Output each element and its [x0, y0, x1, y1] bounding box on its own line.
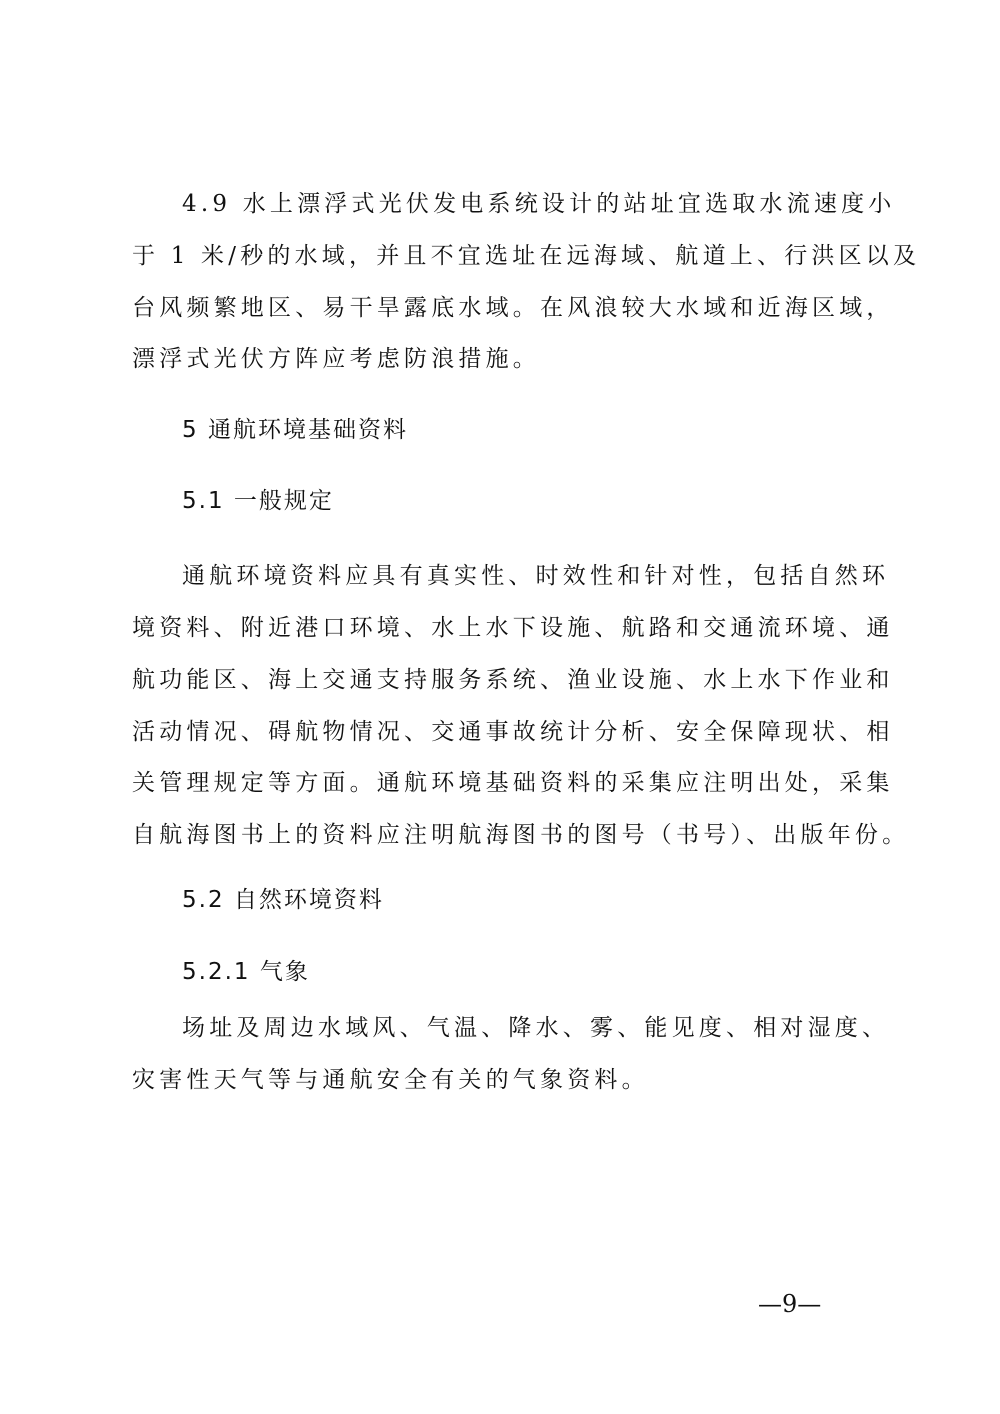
section-5-2-1-heading: 5.2.1 气象 [182, 959, 310, 985]
section-5-1-line-3: 航功能区、海上交通支持服务系统、渔业设施、水上水下作业和 [132, 667, 894, 693]
section-4-9-line-3: 台风频繁地区、易干旱露底水域。在风浪较大水域和近海区域， [132, 295, 894, 321]
section-5-1-line-6: 自航海图书上的资料应注明航海图书的图号（书号）、出版年份。 [132, 822, 910, 848]
section-5-2-1-line-2: 灾害性天气等与通航安全有关的气象资料。 [132, 1067, 649, 1093]
section-5-2-heading: 5.2 自然环境资料 [182, 887, 384, 913]
section-5-2-1-line-1: 场址及周边水域风、气温、降水、雾、能见度、相对湿度、 [182, 1015, 890, 1041]
section-5-1-line-1: 通航环境资料应具有真实性、时效性和针对性，包括自然环 [182, 563, 890, 589]
section-5-heading: 5 通航环境基础资料 [182, 417, 408, 443]
section-4-9-line-1: 4.9 水上漂浮式光伏发电系统设计的站址宜选取水流速度小 [182, 191, 896, 217]
page-number: —9— [758, 1290, 822, 1318]
section-4-9-line-2: 于 1 米/秒的水域，并且不宜选址在远海域、航道上、行洪区以及 [132, 243, 921, 269]
section-5-1-line-4: 活动情况、碍航物情况、交通事故统计分析、安全保障现状、相 [132, 719, 894, 745]
section-5-1-heading: 5.1 一般规定 [182, 488, 334, 514]
section-5-1-line-2: 境资料、附近港口环境、水上水下设施、航路和交通流环境、通 [132, 615, 894, 641]
section-4-9-line-4: 漂浮式光伏方阵应考虑防浪措施。 [132, 346, 540, 372]
section-5-1-line-5: 关管理规定等方面。通航环境基础资料的采集应注明出处，采集 [132, 770, 894, 796]
